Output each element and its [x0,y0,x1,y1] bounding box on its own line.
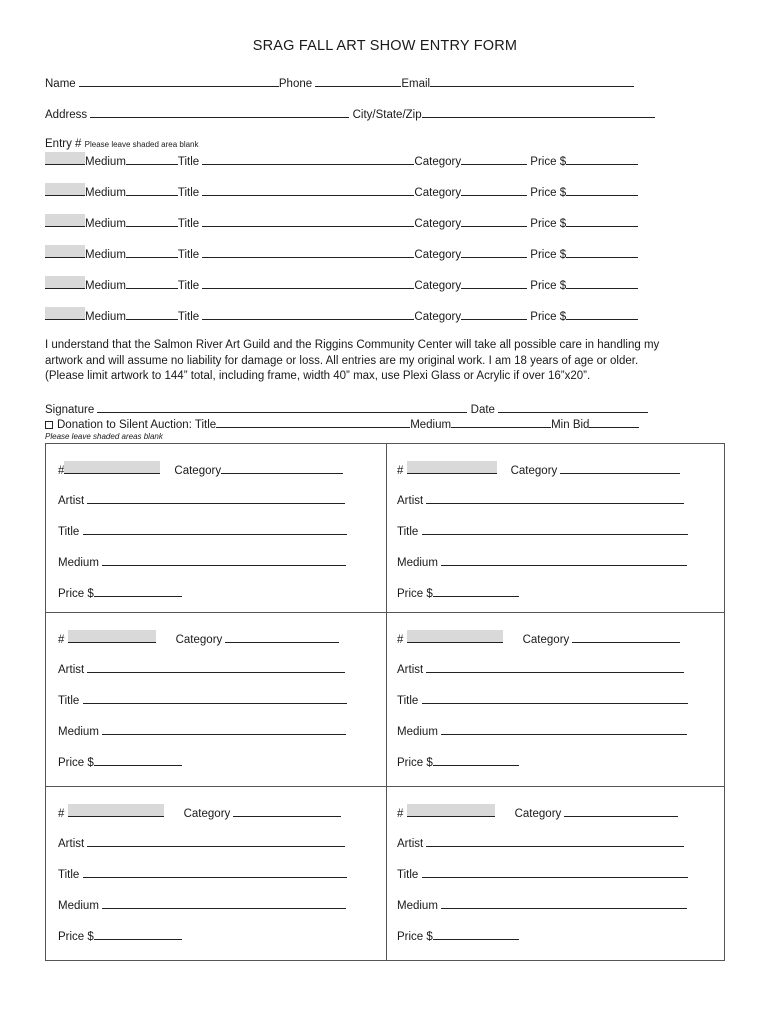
donation-label: Donation to Silent Auction: Title [57,419,217,431]
medium-field[interactable] [126,277,178,289]
tag-title-field[interactable] [422,866,688,878]
tag-price-label: Price $ [397,931,433,943]
title-label: Title [177,280,200,292]
tag-medium-field[interactable] [102,723,346,735]
tag-category-field[interactable] [572,631,680,643]
address-row [45,106,655,121]
statement-line: artwork and will assume no liability for damage or loss. All entries are my original work. I am 18 years of age or older. [45,354,639,367]
liability-statement [45,338,725,385]
title-field[interactable] [202,246,414,258]
category-field[interactable] [461,246,527,258]
price-field[interactable] [566,246,638,258]
title-field[interactable] [202,277,414,289]
tag-category-label: Category [514,808,562,820]
category-label: Category [414,280,462,292]
entry-note: Please leave shaded area blank [84,140,199,149]
medium-field[interactable] [126,215,178,227]
signature-row [45,401,648,416]
entry-tag-cell [46,787,386,960]
tag-number-shaded [407,630,503,643]
city-state-zip-label: City/State/Zip [352,109,422,121]
title-field[interactable] [202,184,414,196]
title-label: Title [177,187,200,199]
phone-field[interactable] [315,75,401,87]
donation-medium-field[interactable] [451,416,551,428]
tag-artist-field[interactable] [87,492,345,504]
category-label: Category [414,311,462,323]
tag-medium-label: Medium [58,557,99,569]
name-field[interactable] [79,75,279,87]
tag-category-label: Category [174,465,222,477]
tag-number-shaded [407,804,495,817]
entry-row [45,307,638,323]
entry-row [45,245,638,261]
medium-field[interactable] [126,184,178,196]
medium-label: Medium [85,218,126,230]
medium-label: Medium [85,156,126,168]
category-label: Category [414,249,462,261]
price-field[interactable] [566,215,638,227]
entry-number-shaded [45,276,85,289]
title-label: Title [177,218,200,230]
category-label: Category [414,187,462,199]
entry-number-shaded [45,214,85,227]
tag-title-label: Title [397,526,419,538]
title-field[interactable] [202,308,414,320]
tag-number-label: # [397,634,404,646]
price-field[interactable] [566,277,638,289]
tag-medium-label: Medium [397,557,438,569]
city-state-zip-field[interactable] [422,106,655,118]
tag-artist-label: Artist [397,664,424,676]
tag-title-label: Title [58,695,80,707]
tag-price-field[interactable] [433,585,519,597]
tag-price-field[interactable] [433,928,519,940]
tag-number-label: # [397,465,404,477]
category-field[interactable] [461,308,527,320]
tag-category-field[interactable] [560,462,680,474]
tag-artist-label: Artist [397,838,424,850]
tag-number-shaded [407,461,497,474]
tag-title-label: Title [397,869,419,881]
price-field[interactable] [566,308,638,320]
tag-title-field[interactable] [83,866,347,878]
price-field[interactable] [566,153,638,165]
tag-medium-field[interactable] [441,723,687,735]
address-field[interactable] [90,106,349,118]
min-bid-field[interactable] [589,416,639,428]
entry-tag-cell [387,613,726,786]
tag-price-label: Price $ [58,931,94,943]
statement-line: I understand that the Salmon River Art Guild and the Riggins Community Center will take all possible care in handling my [45,339,660,351]
title-label: Title [177,311,200,323]
medium-field[interactable] [126,246,178,258]
donation-checkbox[interactable] [45,421,53,429]
donation-medium-label: Medium [410,419,452,431]
tag-artist-label: Artist [58,495,85,507]
tag-category-field[interactable] [221,462,343,474]
price-label: Price $ [530,156,567,168]
entry-label: Entry # [45,138,82,150]
tag-title-label: Title [58,526,80,538]
title-field[interactable] [202,215,414,227]
tag-category-field[interactable] [233,805,341,817]
tag-category-label: Category [183,808,231,820]
price-field[interactable] [566,184,638,196]
category-label: Category [414,156,462,168]
tag-artist-field[interactable] [426,492,684,504]
tag-medium-label: Medium [397,900,438,912]
tag-number-label: # [58,808,65,820]
title-label: Title [177,249,200,261]
tag-artist-label: Artist [397,495,424,507]
tag-title-label: Title [397,695,419,707]
phone-label: Phone [278,78,313,90]
date-field[interactable] [498,401,648,413]
tag-title-field[interactable] [83,523,347,535]
tag-artist-field[interactable] [87,835,345,847]
entry-row [45,214,638,230]
tag-number-label: # [397,808,404,820]
entry-number-shaded [45,183,85,196]
entry-row [45,276,638,292]
tag-medium-label: Medium [58,726,99,738]
medium-field[interactable] [126,153,178,165]
title-field[interactable] [202,153,414,165]
tag-number-label: # [58,465,65,477]
tag-artist-field[interactable] [426,661,684,673]
tag-category-field[interactable] [564,805,678,817]
medium-field[interactable] [126,308,178,320]
tag-artist-field[interactable] [87,661,345,673]
min-bid-label: Min Bid [551,419,590,431]
name-phone-email-row [45,75,634,90]
statement-line: (Please limit artwork to 144” total, including frame, width 40” max, use Plexi Glass or Acrylic if over 16”x20”. [45,370,591,382]
tag-category-label: Category [522,634,570,646]
medium-label: Medium [85,187,126,199]
category-field[interactable] [461,184,527,196]
tag-price-label: Price $ [397,588,433,600]
tag-title-field[interactable] [422,523,688,535]
entry-number-shaded [45,152,85,165]
shaded-areas-note: Please leave shaded areas blank [45,432,163,441]
medium-label: Medium [85,280,126,292]
price-label: Price $ [530,187,567,199]
tag-medium-field[interactable] [441,554,687,566]
tag-category-field[interactable] [225,631,339,643]
tag-medium-field[interactable] [102,897,346,909]
entry-row [45,183,638,199]
price-label: Price $ [530,249,567,261]
tag-title-field[interactable] [422,692,688,704]
tag-category-label: Category [510,465,558,477]
tag-number-shaded [68,630,156,643]
price-label: Price $ [530,311,567,323]
category-field[interactable] [461,215,527,227]
tag-price-field[interactable] [433,754,519,766]
entry-tag-grid [45,443,725,961]
tag-number-shaded [64,461,160,474]
tag-artist-label: Artist [58,838,85,850]
category-field[interactable] [461,153,527,165]
medium-label: Medium [85,311,126,323]
tag-category-label: Category [175,634,223,646]
tag-artist-label: Artist [58,664,85,676]
email-field[interactable] [430,75,634,87]
name-label: Name [45,78,76,90]
tag-price-label: Price $ [58,588,94,600]
donation-title-field[interactable] [216,416,410,428]
tag-medium-field[interactable] [441,897,687,909]
tag-price-field[interactable] [94,754,182,766]
tag-medium-label: Medium [58,900,99,912]
form-title: SRAG FALL ART SHOW ENTRY FORM [252,38,518,54]
tag-title-field[interactable] [83,692,347,704]
tag-number-label: # [58,634,65,646]
entry-tag-cell [387,787,726,960]
tag-price-label: Price $ [397,757,433,769]
entry-number-shaded [45,245,85,258]
signature-field[interactable] [97,401,467,413]
tag-price-label: Price $ [58,757,94,769]
tag-price-field[interactable] [94,928,182,940]
price-label: Price $ [530,280,567,292]
signature-label: Signature [45,404,95,416]
category-field[interactable] [461,277,527,289]
tag-medium-field[interactable] [102,554,346,566]
medium-label: Medium [85,249,126,261]
address-label: Address [45,109,88,121]
entry-header [45,138,199,150]
date-label: Date [470,404,495,416]
tag-medium-label: Medium [397,726,438,738]
entry-tag-cell [46,444,386,612]
tag-artist-field[interactable] [426,835,684,847]
tag-title-label: Title [58,869,80,881]
entry-tag-cell [387,444,726,612]
price-label: Price $ [530,218,567,230]
entry-row [45,152,638,168]
entry-tag-cell [46,613,386,786]
title-label: Title [177,156,200,168]
tag-number-shaded [68,804,164,817]
email-label: Email [401,78,431,90]
category-label: Category [414,218,462,230]
tag-price-field[interactable] [94,585,182,597]
entry-number-shaded [45,307,85,320]
donation-row [45,416,639,431]
